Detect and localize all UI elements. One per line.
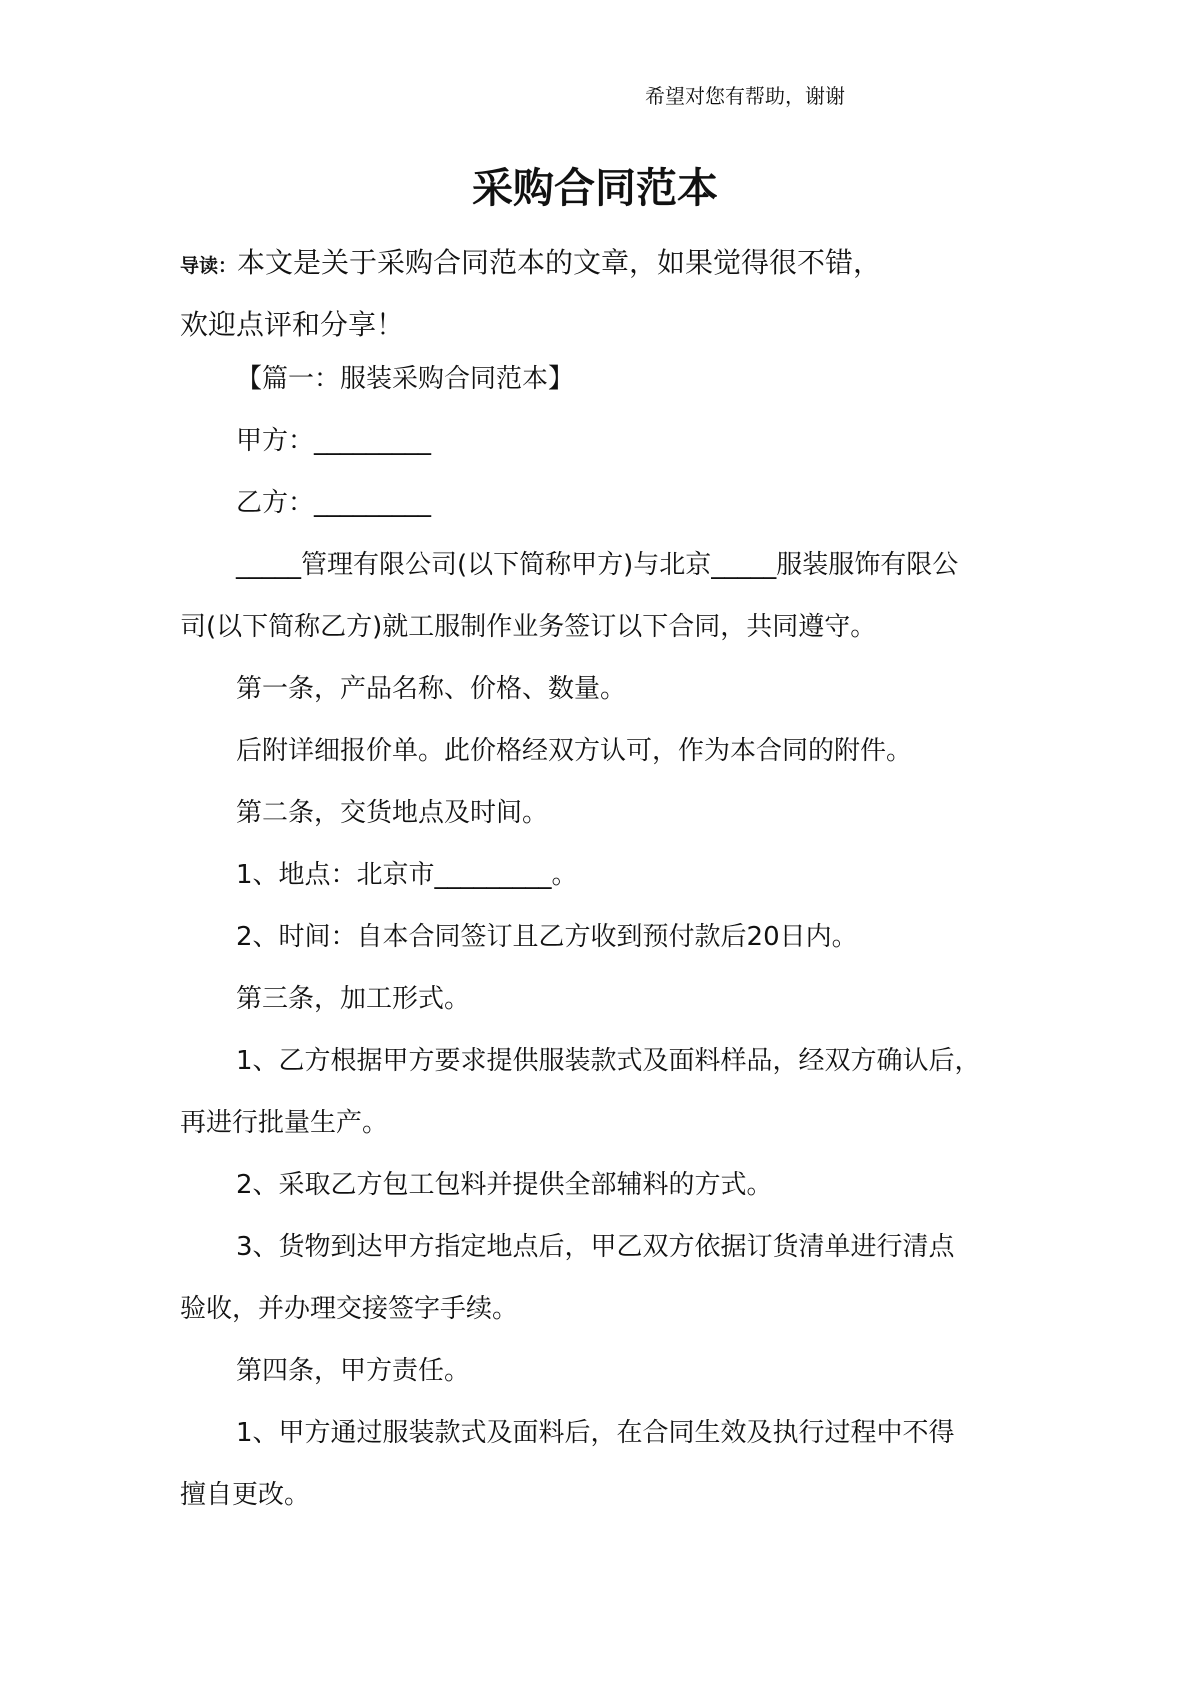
article-heading: 第四条，甲方责任。 <box>236 1356 471 1386</box>
article-heading: 第三条，加工形式。 <box>236 984 471 1014</box>
intro-label: 导读： <box>180 255 238 277</box>
list-item-continuation: 擅自更改。 <box>180 1480 311 1510</box>
list-item-continuation: 验收，并办理交接签字手续。 <box>180 1294 519 1324</box>
contract-body <box>180 348 1040 1526</box>
intro-line-1 <box>180 232 1040 294</box>
header-note: 希望对您有帮助，谢谢 <box>645 84 845 108</box>
paragraph-line: _____管理有限公司(以下简称甲方)与北京_____服装服饰有限公 <box>236 550 959 580</box>
paragraph-line: 司(以下简称乙方)就工服制作业务签订以下合同，共同遵守。 <box>180 612 877 642</box>
list-item: 3、货物到达甲方指定地点后，甲乙双方依据订货清单进行清点 <box>236 1232 955 1262</box>
section-heading: 【篇一：服装采购合同范本】 <box>236 364 575 394</box>
article-heading: 第二条，交货地点及时间。 <box>236 798 549 828</box>
intro-line-2: 欢迎点评和分享！ <box>180 308 405 341</box>
article-heading: 第一条，产品名称、价格、数量。 <box>236 674 627 704</box>
intro-text-1: 本文是关于采购合同范本的文章，如果觉得很不错， <box>237 246 882 279</box>
paragraph-line: 后附详细报价单。此价格经双方认可，作为本合同的附件。 <box>236 736 913 766</box>
party-b-line: 乙方：_________ <box>236 488 432 518</box>
list-item: 1、乙方根据甲方要求提供服装款式及面料样品，经双方确认后， <box>236 1046 981 1076</box>
list-item: 2、时间：自本合同签订且乙方收到预付款后20日内。 <box>236 922 858 952</box>
document-title: 采购合同范本 <box>472 164 718 212</box>
list-item: 2、采取乙方包工包料并提供全部辅料的方式。 <box>236 1170 773 1200</box>
list-item: 1、地点：北京市_________。 <box>236 860 578 890</box>
party-a-line: 甲方：_________ <box>236 426 432 456</box>
intro-block <box>180 232 1040 356</box>
list-item: 1、甲方通过服装款式及面料后，在合同生效及执行过程中不得 <box>236 1418 955 1448</box>
list-item-continuation: 再进行批量生产。 <box>180 1108 389 1138</box>
